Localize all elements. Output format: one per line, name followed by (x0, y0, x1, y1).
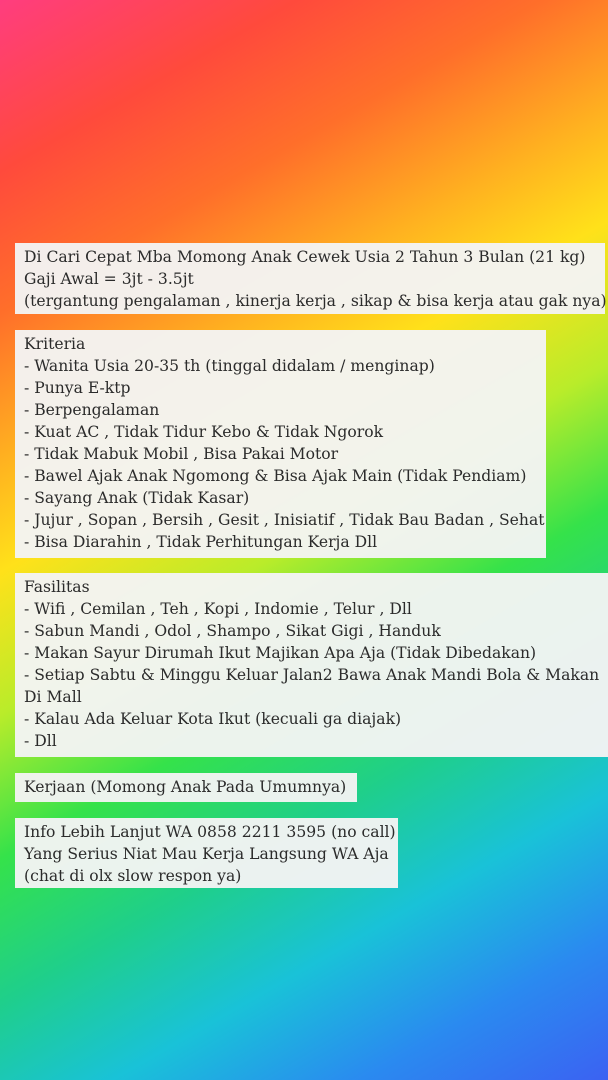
kriteria-item: - Punya E-ktp (24, 379, 131, 397)
kriteria-card (15, 330, 546, 558)
salary-line: Gaji Awal = 3jt - 3.5jt (24, 270, 194, 288)
kriteria-item: - Bisa Diarahin , Tidak Perhitungan Kerja Dll (24, 533, 378, 551)
kriteria-item: - Berpengalaman (24, 401, 160, 419)
olx-note: (chat di olx slow respon ya) (24, 867, 242, 885)
header-title: Di Cari Cepat Mba Momong Anak Cewek Usia 2 Tahun 3 Bulan (21 kg) (24, 248, 586, 266)
contact-line: Info Lebih Lanjut WA 0858 2211 3595 (no call) (24, 823, 396, 841)
kerjaan-text: Kerjaan (Momong Anak Pada Umumnya) (24, 778, 347, 796)
kriteria-item: - Bawel Ajak Anak Ngomong & Bisa Ajak Main (Tidak Pendiam) (24, 467, 527, 485)
fasilitas-item: Di Mall (24, 688, 82, 706)
fasilitas-item: - Kalau Ada Keluar Kota Ikut (kecuali ga diajak) (24, 710, 402, 728)
salary-note: (tergantung pengalaman , kinerja kerja , sikap & bisa kerja atau gak nya) (24, 292, 607, 310)
kerjaan-card (15, 773, 357, 802)
kriteria-item: - Jujur , Sopan , Bersih , Gesit , Inisiatif , Tidak Bau Badan , Sehat (24, 511, 545, 529)
fasilitas-item: - Dll (24, 732, 57, 750)
serious-note: Yang Serius Niat Mau Kerja Langsung WA Aja (24, 845, 389, 863)
fasilitas-item: - Sabun Mandi , Odol , Shampo , Sikat Gigi , Handuk (24, 622, 441, 640)
kriteria-title: Kriteria (24, 335, 86, 353)
kriteria-item: - Sayang Anak (Tidak Kasar) (24, 489, 250, 507)
fasilitas-item: - Makan Sayur Dirumah Ikut Majikan Apa Aja (Tidak Dibedakan) (24, 644, 537, 662)
info-card (15, 818, 398, 888)
kriteria-item: - Tidak Mabuk Mobil , Bisa Pakai Motor (24, 445, 339, 463)
fasilitas-card (15, 573, 608, 757)
fasilitas-item: - Setiap Sabtu & Minggu Keluar Jalan2 Bawa Anak Mandi Bola & Makan (24, 666, 600, 684)
fasilitas-item: - Wifi , Cemilan , Teh , Kopi , Indomie , Telur , Dll (24, 600, 412, 618)
fasilitas-title: Fasilitas (24, 578, 90, 596)
header-card (15, 243, 605, 314)
kriteria-item: - Wanita Usia 20-35 th (tinggal didalam / menginap) (24, 357, 435, 375)
kriteria-item: - Kuat AC , Tidak Tidur Kebo & Tidak Ngorok (24, 423, 384, 441)
